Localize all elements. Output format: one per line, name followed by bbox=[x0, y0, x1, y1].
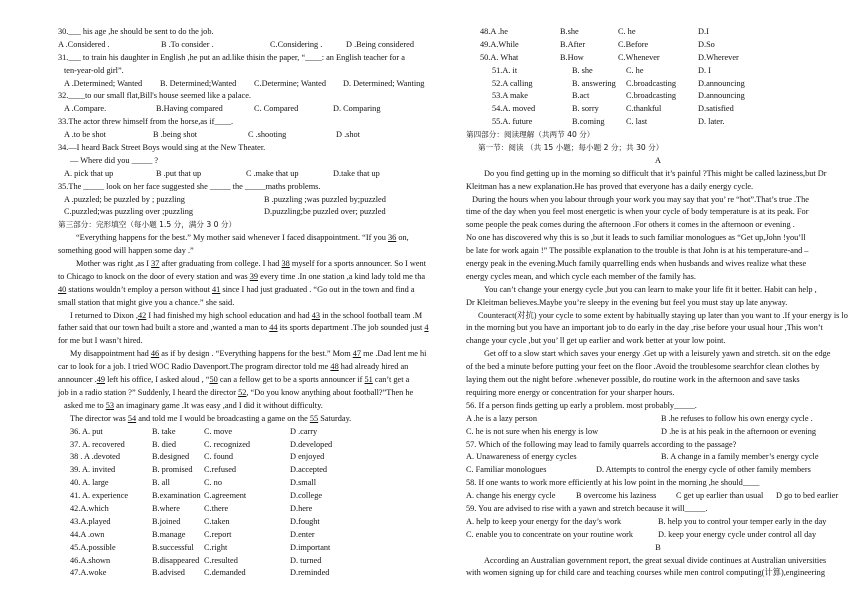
option: D.announcing bbox=[698, 91, 745, 101]
option: B.coming bbox=[572, 117, 605, 127]
passage-text: The director was bbox=[70, 413, 128, 423]
option-d: D.take that up bbox=[333, 168, 380, 178]
blank-number: 37 bbox=[151, 259, 160, 269]
option-c: C.Determine; Wanted bbox=[254, 78, 326, 88]
left-column bbox=[58, 26, 438, 580]
q32-options bbox=[58, 103, 438, 116]
option-b: B .being shot bbox=[153, 130, 198, 140]
option: 52.A calling bbox=[492, 78, 533, 88]
option: C.agreement bbox=[204, 491, 247, 501]
cloze-line bbox=[58, 258, 438, 271]
option: B.joined bbox=[152, 516, 181, 526]
option: 41. A. experience bbox=[70, 491, 129, 501]
right-column bbox=[466, 26, 850, 580]
blank-number: 54 bbox=[127, 413, 137, 423]
option-b: B .To consider . bbox=[161, 39, 214, 49]
passage-line: of the bed a minute before putting your feet on the floor .Avoid the troublesome searchfor clean clothes by bbox=[466, 362, 820, 372]
option: C.taken bbox=[204, 516, 230, 526]
option: B.After bbox=[560, 39, 586, 49]
passage-text: to Chicago to knock on the door of every station and was bbox=[58, 271, 250, 281]
passage-line: energy peak in the evening.Much family quarrelling ends when husbands and wives realize what these bbox=[466, 259, 807, 269]
passage-line: some people the peak comes during the afternoon .For others it comes in the afternoon or evening . bbox=[466, 220, 795, 230]
option: B.How bbox=[560, 52, 584, 62]
cloze-line: something good will happen some day .” bbox=[58, 246, 194, 256]
section-3-heading: 第三部分：完形填空（每小题 1.5 分，满分 3 0 分） bbox=[58, 220, 237, 230]
option: D.satisfied bbox=[698, 104, 734, 114]
cloze-line bbox=[58, 284, 438, 297]
option: C. move bbox=[204, 426, 233, 436]
passage-line: energy cycles mean, and which cycle each member of the family has. bbox=[466, 271, 696, 281]
option-d: D .shot bbox=[336, 130, 360, 140]
passage-line: According an Australian government report, the great sexual divide continues at Australian universities bbox=[484, 555, 827, 565]
option-b: B.Having compared bbox=[156, 104, 223, 114]
passage-text: me .Dad lent me hi bbox=[361, 349, 427, 359]
option-row bbox=[58, 542, 438, 555]
option: D.small bbox=[290, 478, 317, 488]
passage-text: car to look for a job. I tried WOC Radio Davenport.The program director told me bbox=[58, 362, 331, 372]
option-row bbox=[466, 78, 850, 91]
option: C. last bbox=[626, 117, 648, 127]
passage-line: Do you find getting up in the morning so difficult that it’s painful ?This might be called laziness,but Dr bbox=[484, 168, 827, 178]
option: 55.A. future bbox=[492, 117, 533, 127]
option-d: D.puzzling;be puzzled over; puzzled bbox=[264, 207, 386, 217]
option: 42.A.which bbox=[70, 503, 109, 513]
question-59: 59. You are advised to rise with a yawn and stretch because it will_____. bbox=[466, 503, 708, 513]
option: B.manage bbox=[152, 529, 186, 539]
question-33: 33.The actor threw himself from the horse,as if____. bbox=[58, 117, 234, 127]
option: D.reminded bbox=[290, 568, 330, 578]
question-32: 32.____to our small flat,Bill's house seemed like a palace. bbox=[58, 91, 251, 101]
q58-options bbox=[466, 490, 850, 503]
passage-text: in the school football team .M bbox=[320, 310, 423, 320]
cloze-line bbox=[58, 387, 438, 400]
blank-number: 39 bbox=[249, 271, 259, 281]
option-a: A. Unawareness of energy cycles bbox=[466, 452, 577, 462]
passage-text: announcer . bbox=[58, 375, 97, 385]
option: B.successful bbox=[152, 542, 194, 552]
passage-text: I had finished my high school education and had bbox=[146, 310, 312, 320]
option: B.where bbox=[152, 503, 180, 513]
option-a: A .puzzled; be puzzled by ; puzzling bbox=[64, 194, 185, 204]
option-row bbox=[58, 516, 438, 529]
option: C.there bbox=[204, 503, 229, 513]
option: 37. A. recovered bbox=[70, 439, 125, 449]
option-d: D .he is at his peak in the afternoon or evening bbox=[661, 426, 817, 436]
q59-options-ab bbox=[466, 516, 850, 529]
question-57: 57. Which of the following may lead to family quarrels according to the passage? bbox=[466, 439, 737, 449]
option: D. turned bbox=[290, 555, 322, 565]
option: C.resulted bbox=[204, 555, 238, 565]
cloze-line bbox=[58, 310, 438, 323]
option: C. no bbox=[204, 478, 222, 488]
option-b: B .put that up bbox=[156, 168, 202, 178]
passage-line: requiring more energy or concentration for your sharper hours. bbox=[466, 387, 675, 397]
cloze-line bbox=[58, 348, 438, 361]
option-b: B .he refuses to follow his own energy cycle . bbox=[661, 413, 813, 423]
option: C.right bbox=[204, 542, 228, 552]
option-row bbox=[466, 26, 850, 39]
passage-line: You can’t change your energy cycle ,but you can learn to make your life fit it better. Habit can help , bbox=[484, 284, 817, 294]
option-a: A. pick that up bbox=[64, 168, 114, 178]
option-b: B. A change in a family member’s energy cycle bbox=[661, 452, 819, 462]
q57-options-cd bbox=[466, 464, 850, 477]
cloze-line bbox=[58, 322, 438, 335]
passage-line: Counteract(对抗) your cycle to some extent by habitually staying up later than you want to .If your energy is lo bbox=[478, 310, 848, 320]
passage-text: asked me to bbox=[64, 400, 106, 410]
option: 53.A make bbox=[492, 91, 528, 101]
passage-line: Get off to a slow start which saves your energy .Get up with a leisurely yawn and stretch. sit on the edge bbox=[484, 349, 831, 359]
option: B. she bbox=[572, 65, 593, 75]
option: B. died bbox=[152, 439, 176, 449]
option: B. answering bbox=[572, 78, 616, 88]
passage-line: During the hours when you labour through your work you may say that you’ re “hot”.That’s true .The bbox=[472, 194, 809, 204]
option-a: A .to be shot bbox=[64, 130, 106, 140]
passage-line: No one has discovered why this is so ,but it leads to such familiar monologues as “Get up,John !you’ll bbox=[466, 233, 806, 243]
option-row bbox=[58, 490, 438, 503]
cloze-options-51-55 bbox=[466, 65, 850, 129]
option: D.accepted bbox=[290, 465, 328, 475]
option-row bbox=[466, 103, 850, 116]
passage-text: can a fellow get to be a sports announcer if bbox=[217, 375, 365, 385]
passage-line: with women signing up for child care and teaching courses while men control computing(计算),engineering bbox=[466, 568, 825, 578]
option-a: A .Considered . bbox=[58, 39, 110, 49]
passage-text: , “Do you know anything about football?”Then he bbox=[246, 387, 414, 397]
passage-text: had already hired an bbox=[338, 362, 409, 372]
option-c: C. enable you to concentrate on your routine work bbox=[466, 529, 634, 539]
option-c: C. Compared bbox=[254, 104, 299, 114]
blank-number: 47 bbox=[352, 349, 362, 359]
option-c: C get up earlier than usual bbox=[676, 491, 764, 501]
q31-options bbox=[58, 78, 438, 91]
passage-text: myself for a sports announcer. So I went bbox=[289, 259, 427, 269]
passage-b-title: B bbox=[655, 542, 661, 552]
option: D enjoyed bbox=[290, 452, 325, 462]
option: 44.A .own bbox=[70, 529, 105, 539]
option: 45.A.possible bbox=[70, 542, 116, 552]
cloze-line bbox=[58, 400, 438, 413]
cloze-line bbox=[58, 361, 438, 374]
option: C.broadcasting bbox=[626, 91, 677, 101]
blank-number: 55 bbox=[309, 413, 319, 423]
option: D .carry bbox=[290, 426, 318, 436]
option-row bbox=[58, 529, 438, 542]
option-b: B. help you to control your temper early in the day bbox=[658, 516, 827, 526]
option-row bbox=[58, 555, 438, 568]
q35-options-ab bbox=[58, 194, 438, 207]
blank-number: 43 bbox=[311, 310, 321, 320]
option-a: A .he is a lazy person bbox=[466, 413, 537, 423]
option-row bbox=[58, 464, 438, 477]
option-row bbox=[58, 439, 438, 452]
option-d: D. Comparing bbox=[333, 104, 381, 114]
passage-a-title: A bbox=[655, 155, 661, 165]
option: 49.A.While bbox=[480, 39, 519, 49]
option: 38 . A .devoted bbox=[70, 452, 121, 462]
cloze-line bbox=[58, 374, 438, 387]
option: 36. A. put bbox=[70, 426, 103, 436]
question-34-reply: — Where did you _____ ? bbox=[70, 155, 159, 165]
option: B.she bbox=[560, 27, 579, 36]
option-c: C.Considering . bbox=[270, 39, 323, 49]
blank-number: 49 bbox=[96, 375, 105, 385]
option-row bbox=[58, 503, 438, 516]
question-35: 35.The _____ look on her face suggested she _____ the _____maths problems. bbox=[58, 181, 321, 191]
option: C.refused bbox=[204, 465, 237, 475]
passage-text: I returned to Dixon , bbox=[70, 310, 138, 320]
blank-number: 52 bbox=[238, 387, 247, 397]
question-30: 30.___ his age ,he should be sent to do the job. bbox=[58, 27, 214, 36]
option-row bbox=[466, 39, 850, 52]
option: 50.A. What bbox=[480, 52, 519, 62]
option: D.fought bbox=[290, 516, 320, 526]
option-a: A .Determined; Wanted bbox=[64, 78, 143, 88]
q56-options-ab bbox=[466, 413, 850, 426]
option-a: A. help to keep your energy for the day’s work bbox=[466, 516, 622, 526]
option: C.thankful bbox=[626, 104, 662, 114]
blank-number: 40 bbox=[58, 284, 67, 294]
passage-line: time of the day when you feel most energetic is when your cycle of body temperature is at its peak. For bbox=[466, 207, 809, 217]
cloze-line bbox=[58, 232, 438, 245]
option: 46.A.shown bbox=[70, 555, 111, 565]
blank-number: 44 bbox=[269, 323, 278, 333]
option-row bbox=[58, 567, 438, 580]
blank-number: 4 bbox=[424, 323, 429, 333]
cloze-passage bbox=[58, 232, 438, 425]
option: D.college bbox=[290, 491, 323, 501]
option-row bbox=[58, 451, 438, 464]
option-b: B .puzzling ;was puzzled by;puzzled bbox=[264, 194, 386, 204]
option: D.announcing bbox=[698, 78, 745, 88]
option: D.developed bbox=[290, 439, 333, 449]
option: B.designed bbox=[152, 452, 190, 462]
option: C. he bbox=[626, 65, 644, 75]
option: D.I bbox=[698, 27, 709, 36]
question-31: 31.___ to train his daughter in English ,he put an ad.like thisin the paper, “____: an English teacher for a bbox=[58, 52, 405, 62]
passage-text: small station that might give you a chance.” she said. bbox=[58, 297, 235, 307]
q30-options bbox=[58, 39, 438, 52]
option-b: B. Determined;Wanted bbox=[160, 78, 237, 88]
passage-text: its sports department .The job sounded just bbox=[277, 323, 425, 333]
option: B. take bbox=[152, 426, 176, 436]
passage-line: Kleitman has a new explanation.He has proved that everyone has a daily energy cycle. bbox=[466, 181, 754, 191]
option-a: A .Compare. bbox=[64, 104, 107, 114]
passage-line: in the morning but you have an important job to do early in the day ,rise before your usual hour ,This won’t bbox=[466, 323, 823, 333]
option: 54.A. moved bbox=[492, 104, 536, 114]
blank-number: 53 bbox=[105, 400, 115, 410]
option: B.disappeared bbox=[152, 555, 200, 565]
option: D.enter bbox=[290, 529, 315, 539]
option: D.Wherever bbox=[698, 52, 739, 62]
option-row bbox=[466, 116, 850, 129]
option: 40. A. large bbox=[70, 478, 109, 488]
q35-options-cd bbox=[58, 206, 438, 219]
passage-line: be late for work again !” The possible explanation to the trouble is that John is at his temperature-and – bbox=[466, 246, 809, 256]
passage-text: stations wouldn’t employ a person without bbox=[66, 284, 213, 294]
option: D. I bbox=[698, 65, 711, 75]
passage-text: every time .In one station ,a kind lady told me tha bbox=[258, 271, 426, 281]
option-b: B overcome his laziness bbox=[576, 491, 657, 501]
option: C. found bbox=[204, 452, 234, 462]
option-d: D. Attempts to control the energy cycle of other family members bbox=[596, 465, 811, 475]
blank-number: 38 bbox=[281, 259, 290, 269]
option: C.Before bbox=[618, 39, 649, 49]
section-4-heading: 第四部分：阅读理解（共两节 40 分） bbox=[466, 130, 595, 140]
option-c: C. he is not sure when his energy is low bbox=[466, 426, 599, 436]
question-31-cont: ten-year-old girl”. bbox=[64, 65, 124, 75]
option: 47.A.woke bbox=[70, 568, 107, 578]
option-a: A. change his energy cycle bbox=[466, 491, 556, 501]
option: C.broadcasting bbox=[626, 78, 677, 88]
blank-number: 42 bbox=[137, 310, 147, 320]
question-34: 34.—I heard Back Street Boys would sing at the New Theater. bbox=[58, 143, 266, 153]
q34-options bbox=[58, 168, 438, 181]
option: 39. A. invited bbox=[70, 465, 116, 475]
option: 43.A.played bbox=[70, 516, 111, 526]
blank-number: 46 bbox=[150, 349, 160, 359]
passage-a-body bbox=[466, 168, 850, 400]
option: C.demanded bbox=[204, 568, 246, 578]
cloze-options-48-50 bbox=[466, 26, 850, 65]
cloze-line bbox=[58, 297, 438, 310]
passage-text: “Everything happens for the best.” My mother said whenever I faced disappointment. “If you bbox=[76, 233, 388, 243]
passage-text: Mother was right ,as I bbox=[76, 259, 152, 269]
option-c: C .make that up bbox=[246, 168, 299, 178]
option: B. promised bbox=[152, 465, 193, 475]
option-c: C. Familiar monologues bbox=[466, 465, 547, 475]
cloze-options bbox=[58, 426, 438, 581]
option: D.important bbox=[290, 542, 331, 552]
section-4-part-1-heading: 第一节：阅读 （共 15 小题；每小题 2 分；共 30 分） bbox=[478, 143, 664, 153]
passage-text: father said that our town had built a store and ,wanted a man to bbox=[58, 323, 270, 333]
option: B.examination bbox=[152, 491, 201, 501]
blank-number: 50 bbox=[209, 375, 218, 385]
option: B. sorry bbox=[572, 104, 599, 114]
passage-line: Dr Kleitman believes.Maybe you’re sleepy in the evening but feel you must stay up late anyway. bbox=[466, 297, 788, 307]
option: D.here bbox=[290, 503, 313, 513]
passage-text: an imaginary game .It was easy ,and I did it without difficulty. bbox=[114, 400, 323, 410]
option-c: C.puzzled;was puzzling over ;puzzling bbox=[64, 207, 194, 217]
cloze-line bbox=[58, 413, 438, 426]
passage-line: change your cycle ,but you’ ll get up earlier and work better at your low point. bbox=[466, 336, 726, 346]
option: D. later. bbox=[698, 117, 725, 127]
question-58: 58. If one wants to work more efficiently at his low point in the morning ,he should____ bbox=[466, 478, 760, 488]
option: 48.A .he bbox=[480, 27, 508, 36]
passage-text: My disappointment had bbox=[70, 349, 151, 359]
passage-b-body bbox=[466, 555, 850, 581]
passage-text: job in a radio station ?” Suddenly, I heard the director bbox=[58, 387, 239, 397]
passage-text: Saturday. bbox=[318, 413, 352, 423]
q56-options-cd bbox=[466, 426, 850, 439]
passage-text: on, bbox=[396, 233, 409, 243]
passage-text: as if by design . “Everything happens for the best.” Mom bbox=[159, 349, 353, 359]
passage-text: and told me I would be broadcasting a game on the bbox=[136, 413, 310, 423]
option: C.Whenever bbox=[618, 52, 660, 62]
option: B. all bbox=[152, 478, 170, 488]
blank-number: 51 bbox=[364, 375, 373, 385]
option-d: D. Determined; Wanting bbox=[343, 78, 425, 88]
passage-text: left his office, I asked aloud , “ bbox=[105, 375, 210, 385]
blank-number: 41 bbox=[212, 284, 221, 294]
option-d: D go to bed earlier bbox=[776, 491, 839, 501]
passage-text: after graduating from college. I had bbox=[159, 259, 282, 269]
option-row bbox=[58, 477, 438, 490]
option-row bbox=[466, 65, 850, 78]
cloze-line bbox=[58, 335, 438, 348]
option-row bbox=[466, 90, 850, 103]
question-56: 56. If a person finds getting up early a problem. most probably_____. bbox=[466, 400, 697, 410]
blank-number: 36 bbox=[387, 233, 397, 243]
option-row bbox=[58, 426, 438, 439]
cloze-line bbox=[58, 271, 438, 284]
passage-line: laying them out the night before .whenever possible, do routine work in the afternoon and save tasks bbox=[466, 375, 800, 385]
option: C. recognized bbox=[204, 439, 251, 449]
option: B.act bbox=[572, 91, 590, 101]
q57-options-ab bbox=[466, 451, 850, 464]
option-d: D. keep your energy cycle under control all day bbox=[658, 529, 817, 539]
option: D.So bbox=[698, 39, 715, 49]
option-d: D .Being considered bbox=[346, 39, 414, 49]
passage-text: since I had just graduated . “Go out in the town and find a bbox=[220, 284, 415, 294]
option: C.report bbox=[204, 529, 232, 539]
option: C. he bbox=[618, 27, 636, 36]
blank-number: 48 bbox=[330, 362, 339, 372]
option: B.advised bbox=[152, 568, 185, 578]
option-row bbox=[466, 52, 850, 65]
passage-text: can’t get a bbox=[372, 375, 410, 385]
option-c: C .shooting bbox=[248, 130, 287, 140]
q59-options-cd bbox=[466, 529, 850, 542]
q33-options bbox=[58, 129, 438, 142]
passage-text: for me but I wasn’t hired. bbox=[58, 336, 143, 346]
option: 51.A. it bbox=[492, 65, 518, 75]
